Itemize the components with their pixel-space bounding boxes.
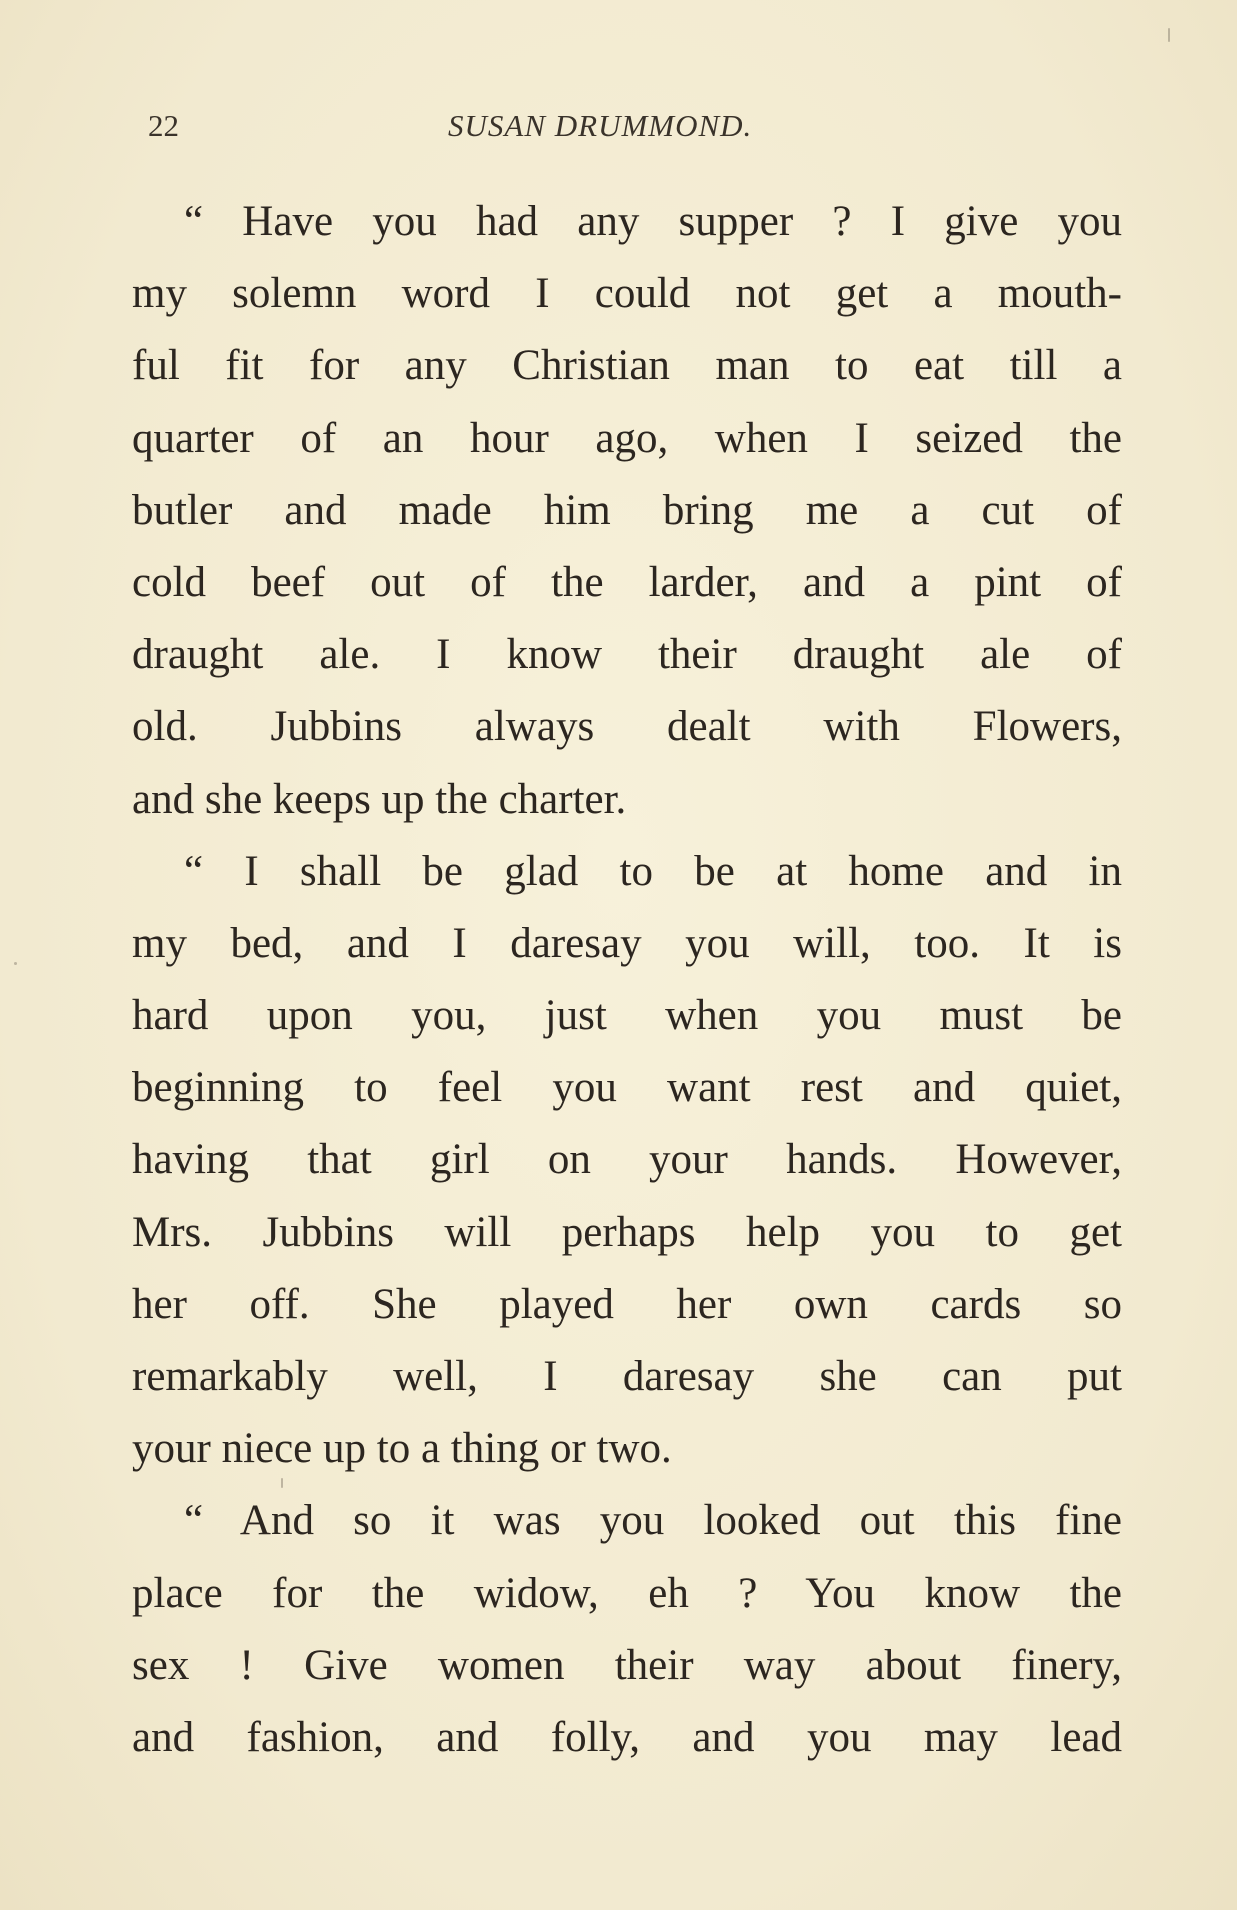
text-line: place for the widow, eh ? You know the <box>132 1569 1122 1617</box>
text-line: old. Jubbins always dealt with Flowers, <box>132 703 1122 751</box>
text-line: my solemn word I could not get a mouth- <box>132 270 1122 318</box>
text-line: beginning to feel you want rest and quiet, <box>132 1064 1122 1112</box>
text-line: butler and made him bring me a cut of <box>132 486 1122 534</box>
paragraph-1 <box>132 186 1122 836</box>
text-line: my bed, and I daresay you will, too. It is <box>132 919 1122 967</box>
text-line: sex ! Give women their way about finery, <box>132 1641 1122 1689</box>
text-line: cold beef out of the larder, and a pint of <box>132 558 1122 606</box>
page-number: 22 <box>148 108 179 143</box>
running-head <box>148 108 1103 148</box>
running-title: SUSAN DRUMMOND. <box>448 108 753 143</box>
paper-speck <box>1168 28 1170 42</box>
text-line: having that girl on your hands. However, <box>132 1136 1122 1184</box>
text-line: “ And so it was you looked out this fine <box>184 1497 1122 1545</box>
text-line: Mrs. Jubbins will perhaps help you to get <box>132 1208 1122 1256</box>
body-text <box>132 186 1122 1774</box>
text-line: hard upon you, just when you must be <box>132 992 1122 1040</box>
text-line: your niece up to a thing or two. <box>132 1425 672 1473</box>
text-line: quarter of an hour ago, when I seized the <box>132 414 1122 462</box>
text-line: and she keeps up the charter. <box>132 775 627 823</box>
paragraph-2 <box>132 836 1122 1486</box>
text-line: draught ale. I know their draught ale of <box>132 631 1122 679</box>
paper-speck <box>14 962 17 965</box>
paper-speck <box>281 1478 283 1488</box>
paragraph-3 <box>132 1485 1122 1774</box>
text-line: ful fit for any Christian man to eat till a <box>132 342 1122 390</box>
text-line: “ I shall be glad to be at home and in <box>184 847 1122 895</box>
text-line: her off. She played her own cards so <box>132 1280 1122 1328</box>
text-line: “ Have you had any supper ? I give you <box>184 198 1122 245</box>
text-line: remarkably well, I daresay she can put <box>132 1353 1122 1400</box>
text-line: and fashion, and folly, and you may lead <box>132 1713 1122 1761</box>
